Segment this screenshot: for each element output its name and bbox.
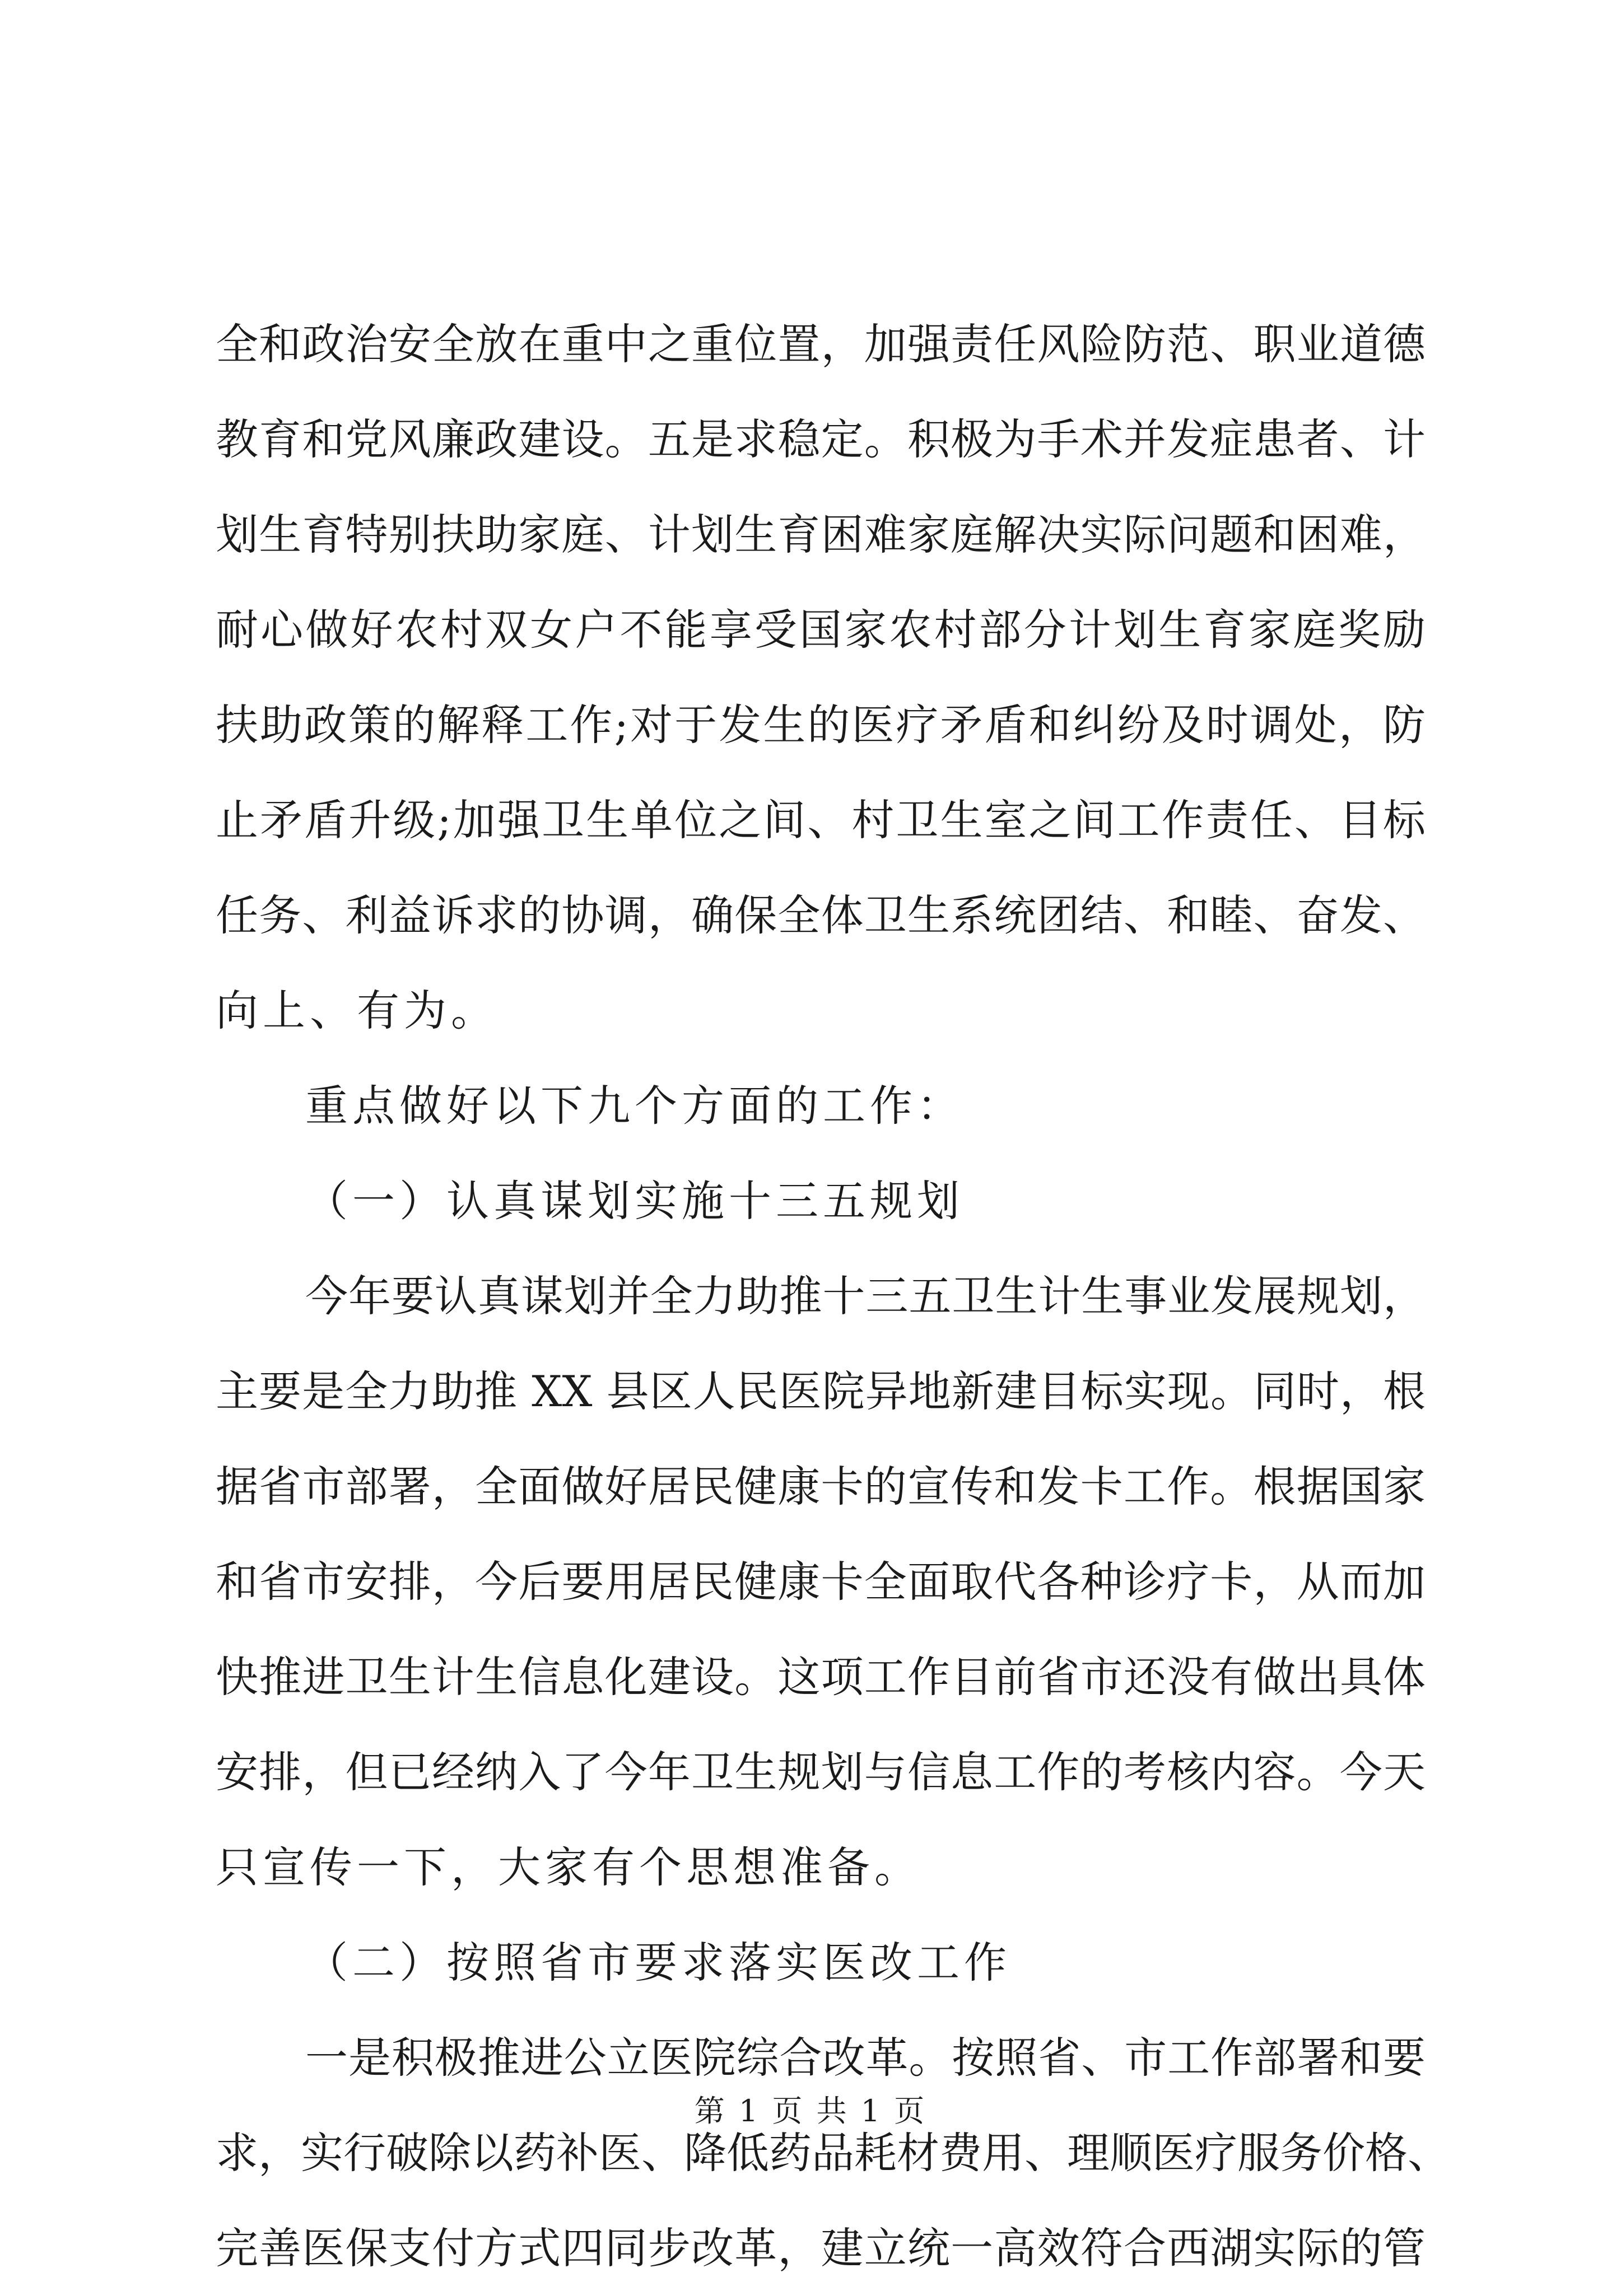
text-line: 主要是全力助推 XX 县区人民医院异地新建目标实现。同时，根 <box>216 1366 1426 1416</box>
text-line: 止矛盾升级;加强卫生单位之间、村卫生室之间工作责任、目标 <box>216 795 1426 845</box>
text-line: 教育和党风廉政建设。五是求稳定。积极为手术并发症患者、计 <box>216 414 1426 464</box>
text-line: 安排，但已经纳入了今年卫生规划与信息工作的考核内容。今天 <box>216 1747 1426 1797</box>
text-line: 据省市部署，全面做好居民健康卡的宣传和发卡工作。根据国家 <box>216 1462 1426 1511</box>
text-line: 今年要认真谋划并全力助推十三五卫生计生事业发展规划， <box>305 1271 1426 1321</box>
text-line: 全和政治安全放在重中之重位置，加强责任风险防范、职业道德 <box>216 319 1426 369</box>
text-line: 重点做好以下九个方面的工作： <box>305 1081 964 1131</box>
document-body <box>216 297 1450 2296</box>
page-number: 第 1 页 共 1 页 <box>694 2093 927 2129</box>
text-line: 完善医保支付方式四同步改革，建立统一高效符合西湖实际的管 <box>216 2223 1426 2273</box>
text-line: 任务、利益诉求的协调，确保全体卫生系统团结、和睦、奋发、 <box>216 890 1426 940</box>
text-line: 一是积极推进公立医院综合改革。按照省、市工作部署和要 <box>305 2033 1426 2083</box>
text-line: 只宣传一下，大家有个思想准备。 <box>216 1842 921 1892</box>
text-line: 求，实行破除以药补医、降低药品耗材费用、理顺医疗服务价格、 <box>216 2128 1450 2178</box>
section-heading: （二）按照省市要求落实医改工作 <box>305 1938 1011 1987</box>
text-line: 耐心做好农村双女户不能享受国家农村部分计划生育家庭奖励 <box>216 605 1426 655</box>
section-heading: （一）认真谋划实施十三五规划 <box>305 1176 964 1226</box>
text-line: 向上、有为。 <box>216 986 498 1035</box>
text-line: 划生育特别扶助家庭、计划生育困难家庭解决实际问题和困难， <box>216 510 1426 559</box>
text-line: 快推进卫生计生信息化建设。这项工作目前省市还没有做出具体 <box>216 1652 1426 1702</box>
text-line: 和省市安排，今后要用居民健康卡全面取代各种诊疗卡，从而加 <box>216 1557 1426 1607</box>
page-footer <box>0 2092 1621 2131</box>
text-line: 扶助政策的解释工作;对于发生的医疗矛盾和纠纷及时调处，防 <box>216 700 1426 750</box>
